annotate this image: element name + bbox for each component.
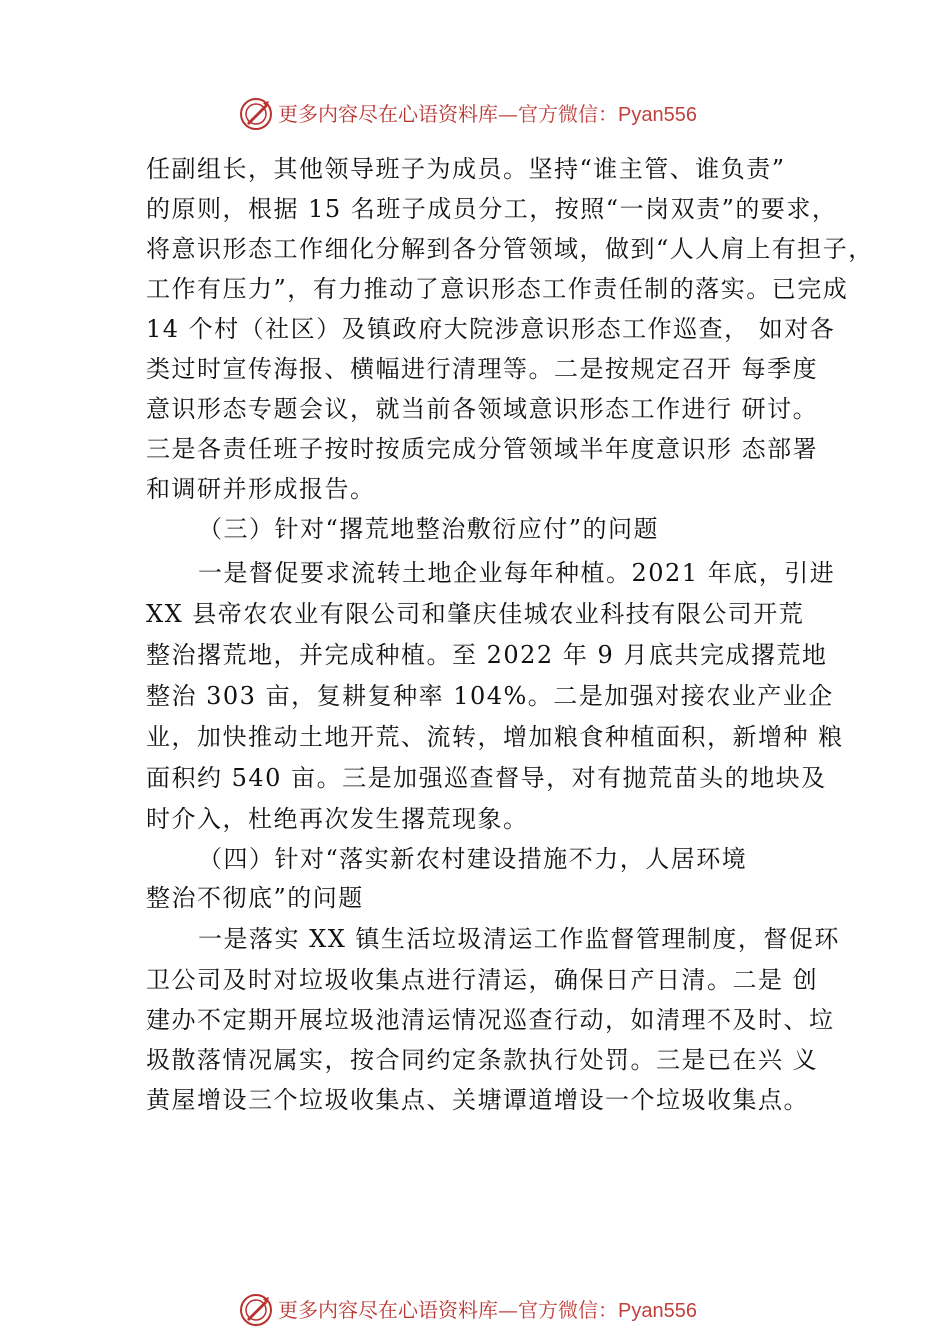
- body-line: 一是落实 XX 镇生活垃圾清运工作监督管理制度，督促环: [198, 925, 840, 953]
- pen-logo-icon: [238, 96, 274, 132]
- banner-dash: —: [498, 1298, 518, 1322]
- body-line: 类过时宣传海报、横幅进行清理等。二是按规定召开 每季度: [146, 355, 819, 383]
- header-banner: [0, 94, 950, 134]
- body-line: 面积约 540 亩。三是加强巡查督导，对有抛荒苗头的地块及: [146, 764, 827, 792]
- body-line: 建办不定期开展垃圾池清运情况巡查行动，如清理不及时、垃: [146, 1006, 835, 1034]
- footer-banner: [0, 1290, 950, 1330]
- body-line: 和调研并形成报告。: [146, 475, 376, 503]
- section-heading-3: （三）针对“撂荒地整治敷衍应付”的问题: [198, 515, 660, 543]
- wechat-account: Pyan556: [618, 104, 697, 126]
- section-heading-4-cont: 整治不彻底”的问题: [146, 884, 364, 912]
- brand-name: 更多内容尽在心语资料库: [278, 102, 498, 126]
- body-line: 黄屋增设三个垃圾收集点、关塘谭道增设一个垃圾收集点。: [146, 1086, 809, 1114]
- footer-banner-text: [278, 1298, 697, 1323]
- pen-logo-icon: [238, 1292, 274, 1328]
- body-line: 业，加快推动土地开荒、流转，增加粮食种植面积，新增种 粮: [146, 723, 844, 751]
- wechat-label: 官方微信：: [518, 102, 618, 126]
- section-heading-4: （四）针对“落实新农村建设措施不力，人居环境: [198, 845, 748, 873]
- wechat-account: Pyan556: [618, 1300, 697, 1322]
- banner-dash: —: [498, 102, 518, 126]
- body-line: 意识形态专题会议，就当前各领域意识形态工作进行 研讨。: [146, 395, 819, 423]
- body-line: 任副组长，其他领导班子为成员。坚持“谁主管、谁负责”: [146, 155, 786, 183]
- header-banner-text: [278, 102, 697, 127]
- body-line: 卫公司及时对垃圾收集点进行清运，确保日产日清。二是 创: [146, 966, 819, 994]
- body-line: XX 县帝农农业有限公司和肇庆佳城农业科技有限公司开荒: [146, 600, 805, 628]
- body-line: 14 个村（社区）及镇政府大院涉意识形态工作巡查， 如对各: [146, 315, 836, 343]
- body-line: 的原则，根据 15 名班子成员分工，按照“一岗双责”的要求，: [146, 195, 838, 223]
- body-line: 工作有压力”，有力推动了意识形态工作责任制的落实。已完成: [146, 275, 849, 303]
- brand-name: 更多内容尽在心语资料库: [278, 1298, 498, 1322]
- body-line: 一是督促要求流转土地企业每年种植。2021 年底，引进: [198, 559, 836, 587]
- body-line: 时介入，杜绝再次发生撂荒现象。: [146, 805, 529, 833]
- body-line: 整治 303 亩，复耕复种率 104%。二是加强对接农业产业企: [146, 682, 834, 710]
- body-line: 将意识形态工作细化分解到各分管领域，做到“人人肩上有担子，: [146, 235, 874, 263]
- body-line: 圾散落情况属实，按合同约定条款执行处罚。三是已在兴 义: [146, 1046, 819, 1074]
- wechat-label: 官方微信：: [518, 1298, 618, 1322]
- body-line: 三是各责任班子按时按质完成分管领域半年度意识形 态部署: [146, 435, 819, 463]
- body-line: 整治撂荒地，并完成种植。至 2022 年 9 月底共完成撂荒地: [146, 641, 828, 669]
